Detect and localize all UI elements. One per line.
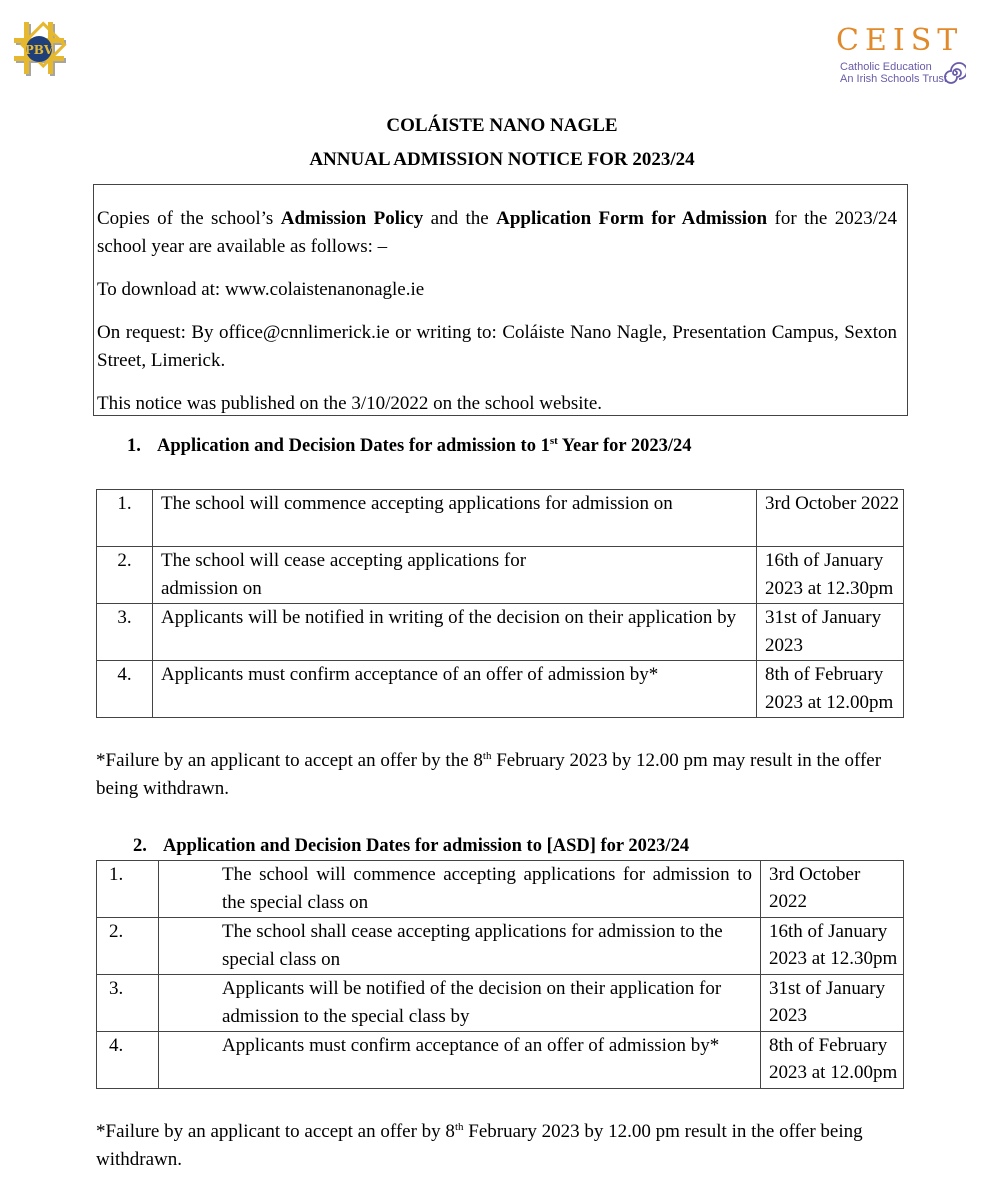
row-description	[153, 547, 757, 604]
row-description-text: The school will cease accepting applications for admission on	[161, 550, 527, 599]
section-2-footnote	[96, 1118, 906, 1174]
row-number: 3.	[97, 604, 153, 661]
request-line: On request: By office@cnnlimerick.ie or writing to: Coláiste Nano Nagle, Presentation Campus, Sexton Street, Limerick.	[97, 322, 897, 371]
svg-text:PBV: PBV	[24, 43, 54, 57]
row-description: The school shall cease accepting applications for admission to the special class on	[159, 918, 761, 975]
row-date: 3rd October 2022	[761, 861, 904, 918]
table-row	[97, 861, 904, 918]
superscript: st	[549, 435, 558, 447]
text: February 2023 by 12.00 pm may result in the offer being withdrawn.	[96, 750, 882, 799]
row-number: 1.	[97, 490, 153, 547]
row-date: 16th of January 2023 at 12.30pm	[757, 547, 904, 604]
row-date: 3rd October 2022	[757, 490, 904, 547]
text: for the 2023/24 school year are available as follows: –	[97, 208, 897, 257]
row-date: 31st of January 2023	[757, 604, 904, 661]
notice-title-heading: ANNUAL ADMISSION NOTICE FOR 2023/24	[309, 149, 695, 170]
section-title: Application and Decision Dates for admission to [ASD] for 2023/24	[163, 836, 690, 856]
pbvm-crest-icon	[14, 18, 70, 78]
section-1-heading	[127, 435, 692, 457]
section-2-heading	[133, 835, 689, 857]
section-number: 1.	[127, 436, 141, 456]
row-description: Applicants must confirm acceptance of an offer of admission by*	[159, 1032, 761, 1089]
ceist-tagline-2: An Irish Schools Trust	[840, 73, 947, 85]
superscript: th	[454, 1121, 464, 1133]
table-row	[97, 918, 904, 975]
admission-policy-label: Admission Policy	[280, 208, 424, 229]
row-number: 3.	[97, 975, 159, 1032]
table-row	[97, 1032, 904, 1089]
ceist-wordmark: CEIST	[836, 23, 964, 58]
table-row	[97, 547, 904, 604]
text: February 2023 by 12.00 pm result in the offer being withdrawn.	[96, 1121, 863, 1170]
text: *Failure by an applicant to accept an offer by 8	[96, 1121, 455, 1142]
row-description: The school will commence accepting applications for admission on	[153, 490, 757, 547]
download-line: To download at: www.colaistenanonagle.ie	[97, 279, 425, 300]
ceist-logo	[836, 23, 976, 90]
published-line: This notice was published on the 3/10/2022 on the school website.	[97, 393, 603, 414]
row-number: 2.	[97, 547, 153, 604]
section-number: 2.	[133, 836, 147, 856]
text: Copies of the school’s	[97, 208, 281, 229]
row-description: Applicants must confirm acceptance of an offer of admission by*	[153, 661, 757, 718]
text: *Failure by an applicant to accept an offer by the 8	[96, 750, 483, 771]
ceist-tagline-1: Catholic Education	[840, 61, 932, 73]
spiral-icon	[944, 62, 966, 84]
row-date: 31st of January 2023	[761, 975, 904, 1032]
table-row	[97, 604, 904, 661]
first-year-dates-table	[96, 489, 904, 718]
row-description: Applicants will be notified in writing of the decision on their application by	[153, 604, 757, 661]
availability-info-box	[93, 184, 908, 416]
row-number: 1.	[97, 861, 159, 918]
table-row	[97, 661, 904, 718]
section-1-footnote	[96, 747, 906, 803]
row-number: 2.	[97, 918, 159, 975]
row-date: 8th of February 2023 at 12.00pm	[757, 661, 904, 718]
row-number: 4.	[97, 661, 153, 718]
row-number: 4.	[97, 1032, 159, 1089]
section-title: Year for 2023/24	[557, 436, 692, 456]
table-row	[97, 975, 904, 1032]
row-description: Applicants will be notified of the decision on their application for admission to the special class by	[159, 975, 761, 1032]
school-crest-logo	[14, 18, 70, 78]
school-name-heading: COLÁISTE NANO NAGLE	[386, 115, 618, 136]
asd-dates-table	[96, 860, 904, 1089]
availability-paragraph	[97, 205, 897, 261]
row-date: 16th of January 2023 at 12.30pm	[761, 918, 904, 975]
application-form-label: Application Form for Admission	[496, 208, 768, 229]
text: and the	[423, 208, 497, 229]
section-title: Application and Decision Dates for admission to 1	[157, 436, 550, 456]
superscript: th	[482, 750, 492, 762]
row-description: The school will commence accepting applications for admission to the special class on	[159, 861, 761, 918]
row-date: 8th of February 2023 at 12.00pm	[761, 1032, 904, 1089]
table-row	[97, 490, 904, 547]
